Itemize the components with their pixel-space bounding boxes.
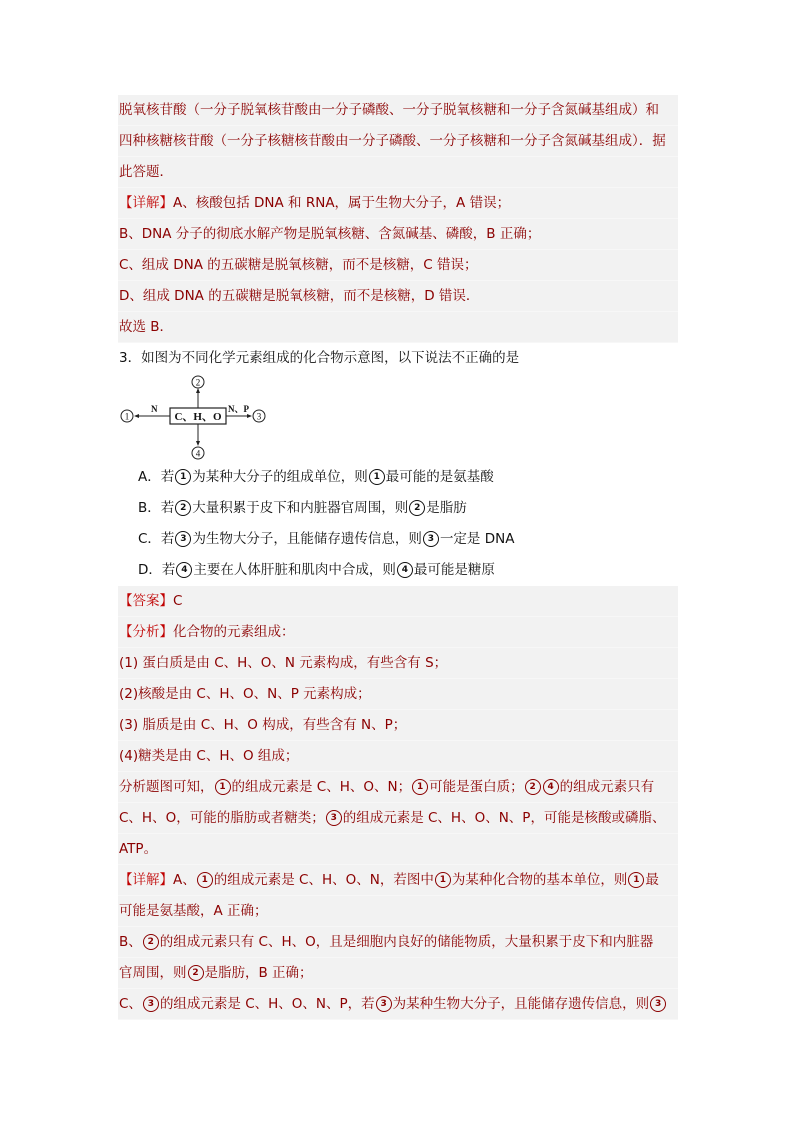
- analysis-item-1: (1) 蛋白质是由 C、H、O、N 元素构成，有些含有 S；: [118, 648, 678, 679]
- svg-text:2: 2: [195, 377, 201, 388]
- analysis-line-3: 此答题．: [118, 157, 678, 188]
- circled-number-icon: 3: [326, 810, 342, 826]
- option-letter: D．若: [138, 562, 176, 578]
- svg-text:3: 3: [256, 411, 262, 422]
- text: 最: [645, 872, 659, 888]
- option-text: 为某种大分子的组成单位，则: [192, 469, 368, 485]
- analysis-tag: 【分析】: [119, 624, 173, 640]
- text: 的组成元素是 C、H、O、N，若图中: [213, 872, 434, 888]
- analysis-para-2: [118, 803, 678, 834]
- question-number: 3．: [119, 350, 142, 366]
- circled-number-icon: 4: [543, 779, 559, 795]
- text: 是脂肪，B 正确；: [204, 965, 313, 981]
- analysis-item-2: (2)核酸是由 C、H、O、N、P 元素构成；: [118, 679, 678, 710]
- svg-text:4: 4: [195, 448, 201, 459]
- element-composition-diagram: [118, 374, 278, 462]
- text: 的组成元素只有: [559, 779, 655, 795]
- circled-number-icon: 3: [175, 531, 191, 547]
- detail-text: A、核酸包括 DNA 和 RNA，属于生物大分子，A 错误；: [173, 195, 511, 211]
- option-a[interactable]: [118, 462, 678, 493]
- text: 为某种生物大分子，且能储存遗传信息，则: [392, 996, 650, 1012]
- analysis-title: 化合物的元素组成：: [173, 624, 295, 640]
- circled-number-icon: 2: [175, 500, 191, 516]
- detail-line-b: B、DNA 分子的彻底水解产物是脱氧核糖、含氮碱基、磷酸，B 正确；: [118, 219, 678, 250]
- circled-number-icon: 3: [376, 996, 392, 1012]
- circled-number-icon: 2: [525, 779, 541, 795]
- text: A、: [173, 872, 196, 888]
- detail-tag: 【详解】: [119, 195, 173, 211]
- detail-tag: 【详解】: [119, 872, 173, 888]
- svg-text:1: 1: [124, 411, 130, 422]
- option-letter: B．若: [138, 500, 175, 516]
- analysis-para-3: ATP。: [118, 834, 678, 865]
- answer-line: [118, 586, 678, 617]
- detail-b-line-2: [118, 958, 678, 989]
- circled-number-icon: 1: [412, 779, 428, 795]
- svg-text:C、H、O: C、H、O: [174, 411, 222, 423]
- circled-number-icon: 1: [197, 872, 213, 888]
- analysis-line-2: 四种核糖核苷酸（一分子核糖核苷酸由一分子磷酸、一分子核糖和一分子含氮碱基组成）．据: [118, 126, 678, 157]
- circled-number-icon: 2: [409, 500, 425, 516]
- circled-number-icon: 4: [397, 562, 413, 578]
- svg-text:N、P: N、P: [228, 404, 249, 414]
- compound-diagram: [118, 374, 278, 462]
- option-text-tail: 是脂肪: [426, 500, 467, 516]
- circled-number-icon: 1: [215, 779, 231, 795]
- answer-value: C: [173, 593, 183, 609]
- svg-text:N: N: [151, 404, 158, 414]
- text: 的组成元素是 C、H、O、N、P，可能是核酸或磷脂、: [342, 810, 666, 826]
- detail-b-line-1: [118, 927, 678, 958]
- question-text: 如图为不同化学元素组成的化合物示意图，以下说法不正确的是: [141, 350, 520, 366]
- text: 分析题图可知，: [119, 779, 214, 795]
- analysis-header: [118, 617, 678, 648]
- answer-tag: 【答案】: [119, 593, 173, 609]
- option-text-tail: 最可能是糖原: [413, 562, 495, 578]
- text: 的组成元素是 C、H、O、N；: [231, 779, 412, 795]
- detail-line-d: D、组成 DNA 的五碳糖是脱氧核糖，而不是核糖，D 错误．: [118, 281, 678, 312]
- analysis-line-1: 脱氧核苷酸（一分子脱氧核苷酸由一分子磷酸、一分子脱氧核糖和一分子含氮碱基组成）和: [118, 95, 678, 126]
- detail-c-line-1: [118, 989, 678, 1020]
- detail-line-a: [118, 188, 678, 219]
- option-text-tail: 一定是 DNA: [439, 531, 515, 547]
- circled-number-icon: 2: [143, 934, 159, 950]
- circled-number-icon: 4: [176, 562, 192, 578]
- analysis-item-4: (4)糖类是由 C、H、O 组成；: [118, 741, 678, 772]
- option-letter: A．若: [138, 469, 175, 485]
- text: 为某种化合物的基本单位，则: [451, 872, 628, 888]
- circled-number-icon: 1: [435, 872, 451, 888]
- analysis-para-1: [118, 772, 678, 803]
- option-b[interactable]: [118, 493, 678, 524]
- detail-a-line-2: 可能是氨基酸，A 正确；: [118, 896, 678, 927]
- circled-number-icon: 3: [143, 996, 159, 1012]
- option-text: 大量积累于皮下和内脏器官周围，则: [192, 500, 409, 516]
- option-c[interactable]: [118, 524, 678, 555]
- circled-number-icon: 1: [369, 469, 385, 485]
- circled-number-icon: 2: [188, 965, 204, 981]
- text: C、H、O，可能的脂肪或者糖类；: [119, 810, 325, 826]
- circled-number-icon: 1: [628, 872, 644, 888]
- option-text: 主要在人体肝脏和肌肉中合成，则: [193, 562, 396, 578]
- option-letter: C．若: [138, 531, 175, 547]
- text: 的组成元素是 C、H、O、N、P，若: [159, 996, 375, 1012]
- circled-number-icon: 1: [175, 469, 191, 485]
- detail-line-c: C、组成 DNA 的五碳糖是脱氧核糖，而不是核糖，C 错误；: [118, 250, 678, 281]
- text: 可能是蛋白质；: [429, 779, 524, 795]
- option-text: 为生物大分子，且能储存遗传信息，则: [192, 531, 422, 547]
- detail-a-line-1: [118, 865, 678, 896]
- analysis-item-3: (3) 脂质是由 C、H、O 构成，有些含有 N、P；: [118, 710, 678, 741]
- option-d[interactable]: [118, 555, 678, 586]
- conclusion-line: 故选 B．: [118, 312, 678, 343]
- circled-number-icon: 3: [423, 531, 439, 547]
- text: B、: [119, 934, 142, 950]
- text: 的组成元素只有 C、H、O，且是细胞内良好的储能物质，大量积累于皮下和内脏器: [159, 934, 654, 950]
- question-stem: [118, 343, 678, 374]
- text: C、: [119, 996, 142, 1012]
- option-text-tail: 最可能的是氨基酸: [385, 469, 494, 485]
- circled-number-icon: 3: [650, 996, 666, 1012]
- document-page: [118, 95, 678, 1020]
- text: 官周围，则: [119, 965, 187, 981]
